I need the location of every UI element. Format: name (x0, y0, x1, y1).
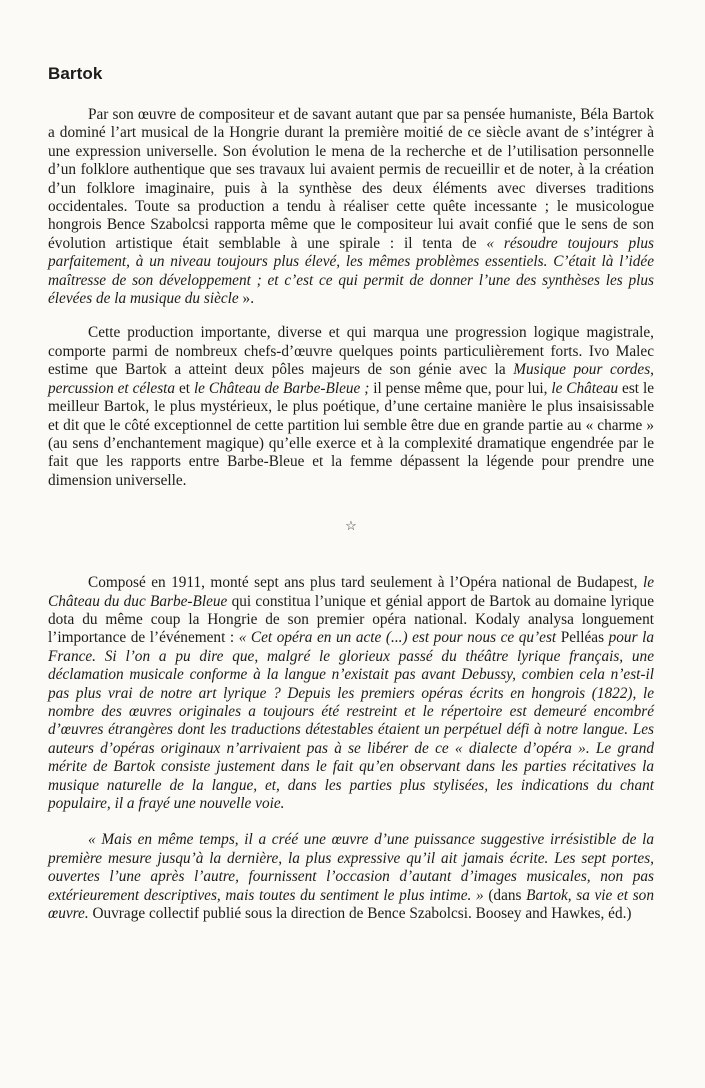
star-separator-icon: ☆ (345, 518, 357, 534)
production-text-4: est le meilleur Bartok, le plus mystérieux, le plus poétique, d’une certaine manière le plus insaisissable et dit que le côté exceptionnel de cette partition lui semble être due en grande partie au « charme » (au sens d’enchantement magique) qu’elle exerce et à la complexité dramatique engendrée par le fait que les rapports entre Barbe-Bleue et la femme dépassent la légende pour prendre une dimension universelle. (48, 379, 654, 489)
production-text-2: et (175, 379, 194, 397)
pelleas-title: Pelléas (560, 629, 605, 647)
book-title: Bartok, sa vie et son œuvre. (48, 886, 654, 923)
kodaly-quote-3: « Mais en même temps, il a créé une œuvre d’une puissance suggestive irrésistible de la première mesure jusqu’à la dernière, la plus expressive qu’il ait jamais écrite. Les sept portes, ouvertes l’une après l’autre, fournissent l’occasion d’autant d’images musicales, non pas extérieurement descriptives, mais toutes du sentiment le plus intime. » (48, 831, 654, 904)
intro-quote: « résoudre toujours plus parfaitement, à un niveau toujours plus élevé, les mêmes problèmes essentiels. C’était là l’idée maîtresse de son développement ; et c’est ce qui permit de donner l’une des synthèses les plus élevées de la musique du siècle (48, 234, 654, 308)
kodaly-quote-2: pour la France. Si l’on a pu dire que, malgré le glorieux passé du théâtre lyrique français, une déclamation musicale conforme à la langue n’existait pas avant Debussy, combien cela n’est-il pas plus vrai de notre art lyrique ? Depuis les premiers opéras écrits en hongrois (1822), le nombre des œuvres originales a toujours été restreint et le répertoire est demeuré encombré d’œuvres étrangères dont les traductions détestables étaient un perpétuel défi à notre langue. Les auteurs d’opéras originaux n’arrivaient pas à se libérer de ce « dialecte d’opéra ». Le grand mérite de Bartok consiste justement dans le fait qu’en observant dans les parties récitatives la musique naturelle de la langue, et, dans les parties plus stylisées, les indications du chant populaire, il a frayé une nouvelle voie. (48, 629, 654, 812)
page-title: Bartok (48, 64, 103, 83)
composition-text-2: qui constitua l’unique et génial apport de Bartok au domaine lyrique dota du même coup la Hongrie de son premier opéra national. Kodaly analysa longuement l’importance de l’événement : (48, 592, 654, 647)
work-title-chateau: le Château de Barbe-Bleue ; (193, 379, 370, 397)
composition-text-1: Composé en 1911, monté sept ans plus tard seulement à l’Opéra national de Budapest, (88, 574, 643, 592)
intro-text: Par son œuvre de compositeur et de savant autant que par sa pensée humaniste, Béla Bartok a dominé l’art musical de la Hongrie durant la première moitié de ce siècle avant de s’intégrer à une expression universelle. Son évolution le mena de la recherche et de l’utilisation personnelle d’un folklore authentique que ses travaux lui avaient permis de recueillir et de noter, à la création d’un folklore imaginaire, puis à la synthèse des deux éléments avec diverses traditions occidentales. Toute sa production a tendu à réaliser cette quête incessante ; le musicologue hongrois Bence Szabolcsi rapporta même que le compositeur lui avait confié que le sens de son évolution artistique était semblable à une spirale : il tenta de (48, 106, 654, 252)
opera-title: le Château du duc Barbe-Bleue (48, 574, 654, 610)
paragraph-production (48, 324, 654, 490)
citation-text-2: Ouvrage collectif publié sous la direction de Bence Szabolcsi. Boosey and Hawkes, éd.) (88, 905, 632, 923)
kodaly-quote-1: « Cet opéra en un acte (...) est pour nous ce qu’est (238, 629, 561, 647)
citation-text-1: (dans (483, 886, 527, 904)
work-title-chateau-short: le Château (551, 379, 619, 397)
paragraph-quote-continued (48, 831, 654, 923)
page-content (48, 56, 654, 923)
paragraph-intro (48, 106, 654, 308)
production-text-3: il pense même que, pour lui, (369, 379, 552, 397)
work-title-musique: Musique pour cordes, percussion et célesta (48, 361, 655, 397)
production-text-1: Cette production importante, diverse et qui marqua une progression logique magistrale, comporte parmi de nombreux chefs-d’œuvre quelques points particulièrement forts. Ivo Malec estime que Bartok a atteint deux pôles majeurs de son génie avec la (48, 324, 654, 379)
intro-quote-end: ». (238, 290, 255, 308)
paragraph-composition (48, 574, 654, 813)
